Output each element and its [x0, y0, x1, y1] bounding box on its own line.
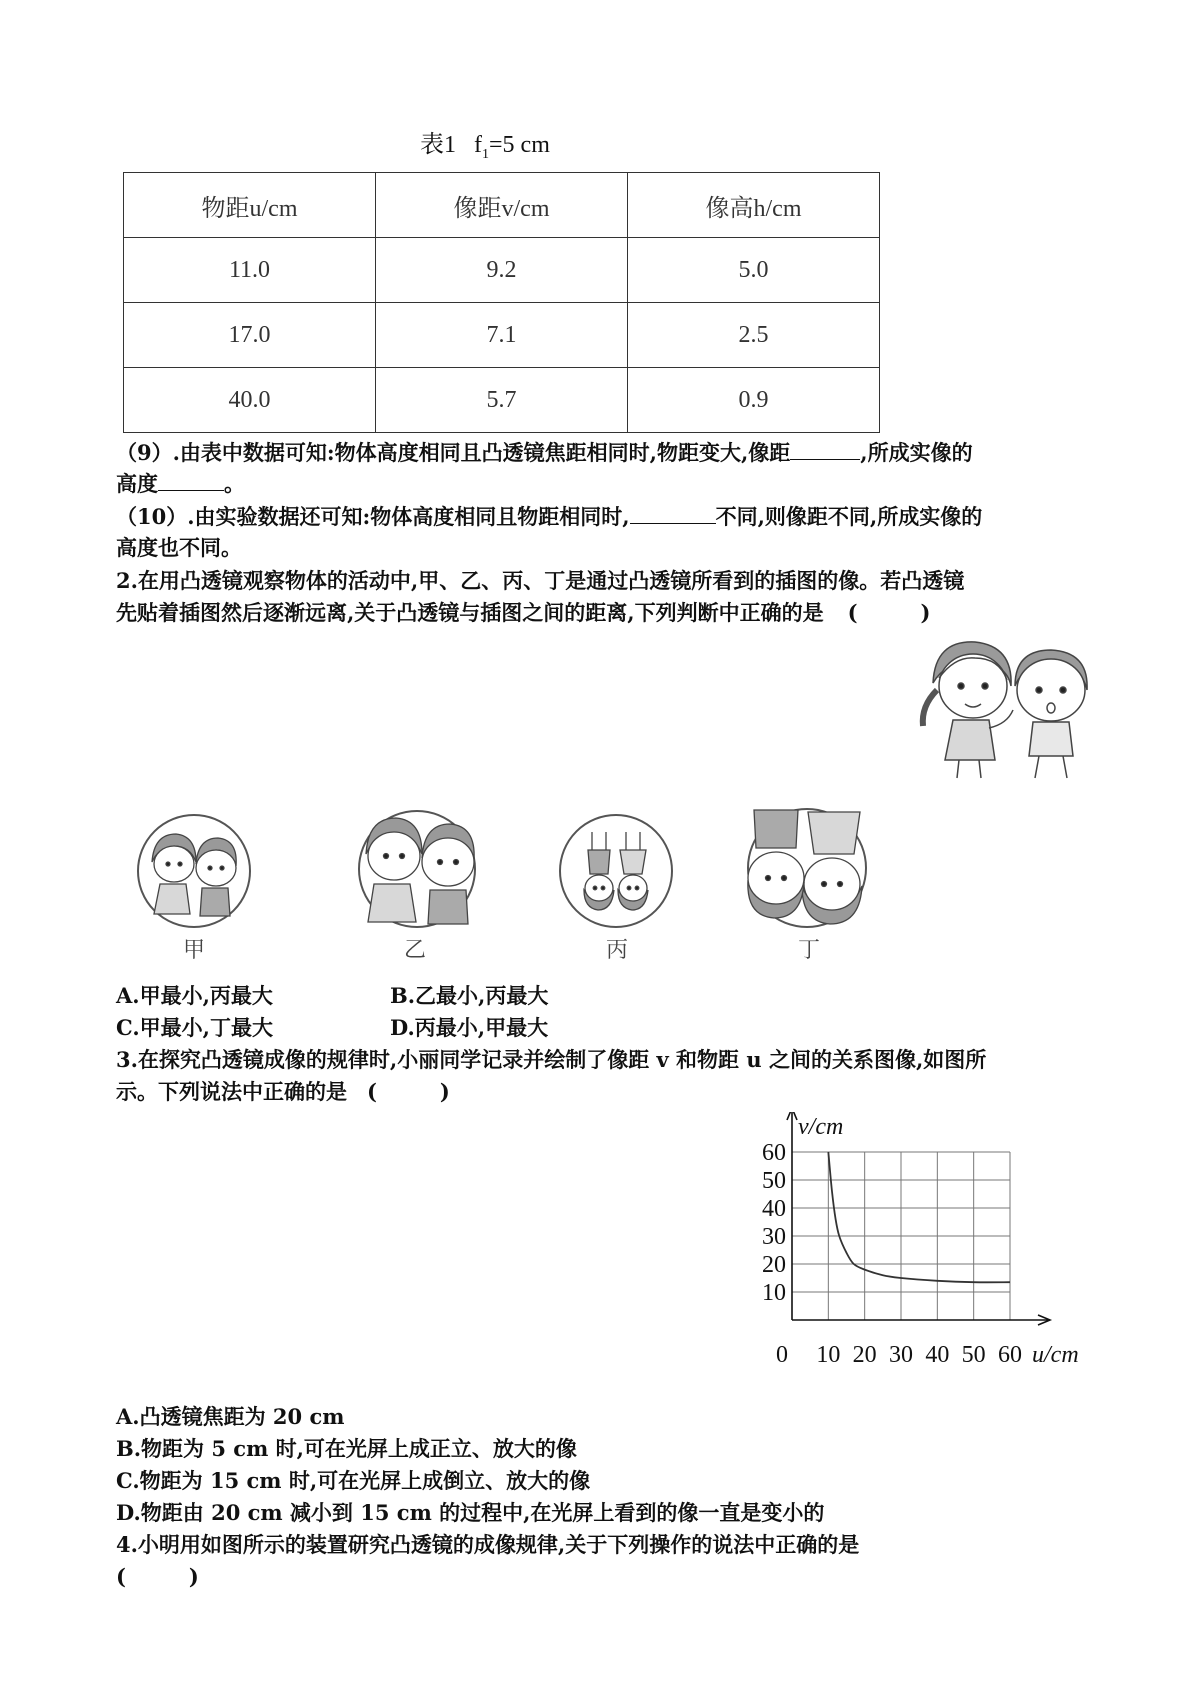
q3-option-c[interactable]: C.物距为 15 cm 时,可在光屏上成倒立、放大的像: [116, 1468, 591, 1493]
table-cell: 0.9: [628, 368, 880, 433]
q2-text: 2.在用凸透镜观察物体的活动中,甲、乙、丙、丁是通过凸透镜所看到的插图的像。若凸透镜: [116, 568, 965, 593]
caption-subscript: 1: [482, 146, 489, 162]
q10-text-2: 高度也不同。: [116, 535, 242, 560]
x-tick-label: 10: [816, 1342, 841, 1368]
image-label-ding: 丁: [798, 938, 821, 963]
data-table: [123, 172, 880, 433]
x-tick-label: 40: [925, 1342, 950, 1368]
q2-option-d[interactable]: D.丙最小,甲最大: [390, 1015, 549, 1040]
table-header-cell: 物距u/cm: [124, 173, 376, 238]
answer-blank[interactable]: [790, 459, 860, 460]
table-header-row: [124, 173, 880, 238]
answer-blank[interactable]: [158, 490, 224, 491]
answer-paren[interactable]: ( ): [367, 1079, 450, 1104]
graph-grid: [792, 1152, 1010, 1320]
x-axis-label: u/cm: [1032, 1342, 1079, 1368]
table-row: [124, 303, 880, 368]
q10-tail: 不同,则像距不同,所成实像的: [715, 504, 983, 529]
q9-text: （9）.由表中数据可知:物体高度相同且凸透镜焦距相同时,物距变大,像距: [116, 440, 791, 465]
q10-text: （10）.由实验数据还可知:物体高度相同且物距相同时,: [116, 504, 630, 529]
y-tick-label: 20: [762, 1252, 786, 1278]
y-tick-label: 50: [762, 1168, 786, 1194]
table-cell: 5.0: [628, 238, 880, 303]
table-row: [124, 238, 880, 303]
caption-prefix: 表1: [420, 132, 456, 158]
v-u-graph: [740, 1112, 1100, 1392]
y-tick-label: 30: [762, 1224, 786, 1250]
graph-axes: [787, 1112, 1050, 1325]
image-label-bing: 丙: [606, 938, 629, 963]
x-tick-label: 0: [776, 1342, 788, 1368]
caption-value: =5 cm: [489, 132, 550, 158]
answer-paren[interactable]: ( ): [847, 600, 931, 625]
x-tick-label: 50: [961, 1342, 986, 1368]
table-caption: [420, 124, 550, 163]
q3-option-d[interactable]: D.物距由 20 cm 减小到 15 cm 的过程中,在光屏上看到的像一直是变小的: [116, 1500, 825, 1525]
q9-tail: ,所成实像的: [860, 440, 973, 465]
table-header-cell: 像距v/cm: [376, 173, 628, 238]
table-cell: 40.0: [124, 368, 376, 433]
question-4-line-1: [116, 1530, 859, 1560]
question-2-line-2: [116, 598, 931, 628]
question-2-line-1: [116, 566, 964, 596]
y-tick-label: 10: [762, 1280, 786, 1306]
table-header-cell: 像高h/cm: [628, 173, 880, 238]
children-illustration: [915, 628, 1095, 788]
table-cell: 17.0: [124, 303, 376, 368]
lens-image-bing: [552, 812, 680, 930]
question-9-line-1: [116, 438, 973, 468]
y-tick-label: 60: [762, 1140, 786, 1166]
q9-text-2: 高度: [116, 471, 158, 496]
x-tick-label: 30: [889, 1342, 913, 1368]
caption-f: f: [474, 132, 482, 158]
table-cell: 11.0: [124, 238, 376, 303]
answer-blank[interactable]: [630, 523, 716, 524]
y-tick-label: 40: [762, 1196, 786, 1222]
q2-option-c[interactable]: C.甲最小,丁最大: [116, 1015, 273, 1040]
q2-text-2: 先贴着插图然后逐渐远离,关于凸透镜与插图之间的距离,下列判断中正确的是: [116, 600, 824, 625]
q3-option-b[interactable]: B.物距为 5 cm 时,可在光屏上成正立、放大的像: [116, 1436, 577, 1461]
image-label-jia: 甲: [183, 938, 206, 963]
q3-text-2: 示。下列说法中正确的是: [116, 1079, 347, 1104]
q3-text: 3.在探究凸透镜成像的规律时,小丽同学记录并绘制了像距 v 和物距 u 之间的关系图像,如图所: [116, 1047, 987, 1072]
table-cell: 2.5: [628, 303, 880, 368]
y-axis-label: v/cm: [798, 1114, 844, 1140]
lens-image-yi: [352, 808, 482, 930]
x-tick-label: 20: [852, 1342, 877, 1368]
question-9-line-2: [116, 469, 245, 499]
q2-option-a[interactable]: A.甲最小,丙最大: [116, 983, 273, 1008]
lens-image-ding: [742, 806, 872, 930]
lens-image-jia: [130, 812, 258, 930]
q9-tail-2: 。: [224, 471, 245, 496]
q4-text: 4.小明用如图所示的装置研究凸透镜的成像规律,关于下列操作的说法中正确的是: [116, 1532, 860, 1557]
q3-option-a[interactable]: A.凸透镜焦距为 20 cm: [116, 1404, 345, 1429]
table-cell: 7.1: [376, 303, 628, 368]
image-label-yi: 乙: [404, 938, 427, 963]
table-row: [124, 368, 880, 433]
table-cell: 5.7: [376, 368, 628, 433]
question-4-line-2: [116, 1562, 199, 1592]
answer-paren[interactable]: ( ): [116, 1564, 199, 1589]
question-3-line-2: [116, 1077, 450, 1107]
x-tick-label: 60: [998, 1342, 1022, 1368]
question-3-line-1: [116, 1045, 986, 1075]
v-u-curve: [828, 1152, 1010, 1282]
q2-option-b[interactable]: B.乙最小,丙最大: [390, 983, 549, 1008]
question-10-line-1: [116, 502, 982, 532]
table-cell: 9.2: [376, 238, 628, 303]
question-10-line-2: [116, 533, 242, 563]
